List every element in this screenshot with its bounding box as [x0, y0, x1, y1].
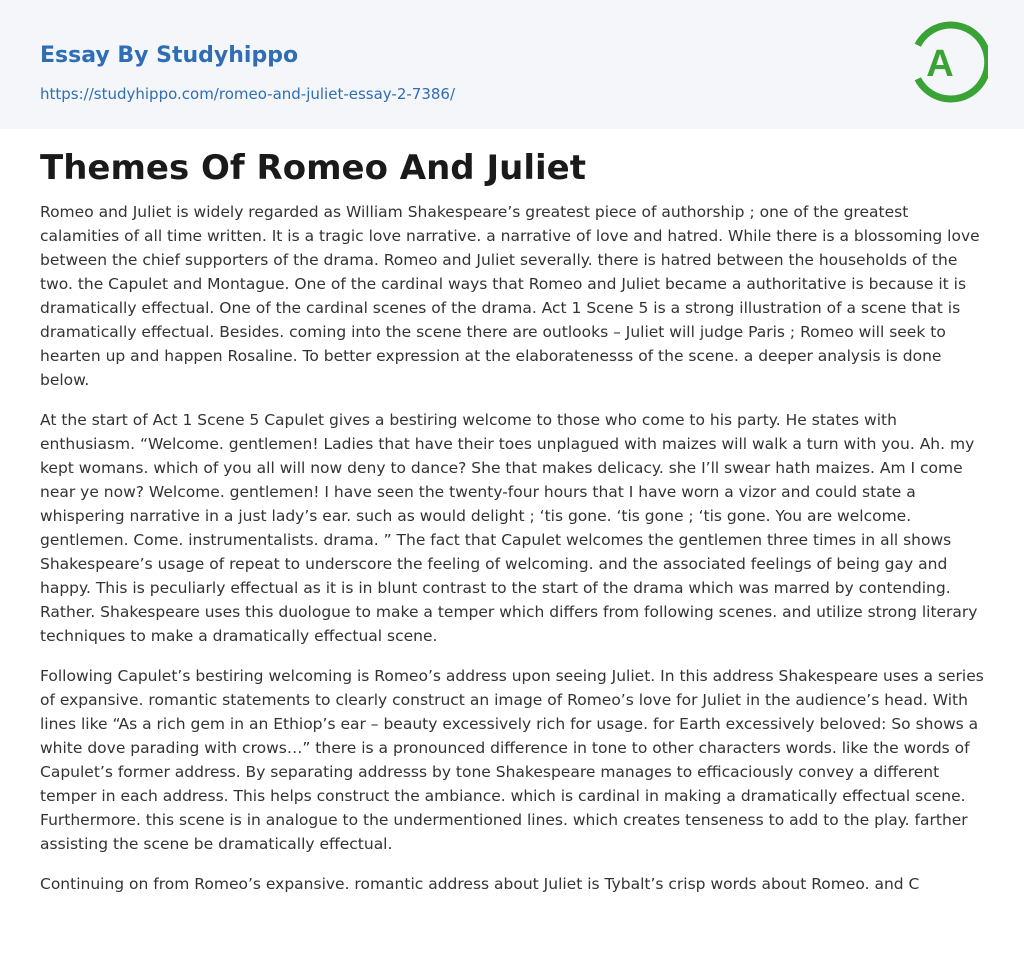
site-header — [0, 0, 1024, 129]
studyhippo-logo[interactable] — [912, 18, 988, 106]
essay-title: Themes Of Romeo And Juliet — [40, 148, 586, 188]
essay-paragraph: Following Capulet’s bestiring welcoming is Romeo’s address upon seeing Juliet. In this address Shakespeare uses a series of expansive. romantic statements to clearly construct an image of Romeo’s love for Juliet in the audience’s head. With lines like “As a rich gem in an Ethiop’s ear – beauty excessively rich for usage. for Earth excessively beloved: So shows a white dove parading with crows…” there is a pronounced difference in tone to other characters words. like the words of Capulet’s former address. By separating addresss by tone Shakespeare manages to efficaciously convey a different temper in each address. This helps construct the ambiance. which is cardinal in making a dramatically effectual scene. Furthermore. this scene is in analogue to the undermentioned lines. which creates tenseness to add to the play. farther assisting the scene be dramatically effectual. — [40, 667, 984, 853]
essay-url-link[interactable]: https://studyhippo.com/romeo-and-juliet-essay-2-7386/ — [40, 85, 456, 103]
essay-body — [40, 200, 986, 912]
logo-letter: A — [926, 43, 954, 85]
site-brand-title[interactable]: Essay By Studyhippo — [40, 43, 299, 68]
essay-paragraph: Continuing on from Romeo’s expansive. romantic address about Juliet is Tybalt’s crisp words about Romeo. and C — [40, 875, 920, 893]
essay-paragraph: Romeo and Juliet is widely regarded as William Shakespeare’s greatest piece of authorship ; one of the greatest calamities of all time written. It is a tragic love narrative. a narrative of love and hatred. While there is a blossoming love between the chief supporters of the drama. Romeo and Juliet severally. there is hatred between the households of the two. the Capulet and Montague. One of the cardinal ways that Romeo and Juliet became a authoritative is because it is dramatically effectual. One of the cardinal scenes of the drama. Act 1 Scene 5 is a strong illustration of a scene that is dramatically effectual. Besides. coming into the scene there are outlooks – Juliet will judge Paris ; Romeo will seek to hearten up and happen Rosaline. To better expression at the elaboratenesss of the scene. a deeper analysis is done below. — [40, 203, 980, 389]
essay-paragraph: At the start of Act 1 Scene 5 Capulet gives a bestiring welcome to those who come to his party. He states with enthusiasm. “Welcome. gentlemen! Ladies that have their toes unplagued with maizes will walk a turn with you. Ah. my kept womans. which of you all will now deny to dance? She that makes delicacy. she I’ll swear hath maizes. Am I come near ye now? Welcome. gentlemen! I have seen the twenty-four hours that I have worn a vizor and could state a whispering narrative in a just lady’s ear. such as would delight ; ‘tis gone. ‘tis gone ; ‘tis gone. You are welcome. gentlemen. Come. instrumentalists. drama. ” The fact that Capulet welcomes the gentlemen three times in all shows Shakespeare’s usage of repeat to underscore the feeling of welcoming. and the associated feelings of being gay and happy. This is peculiarly effectual as it is in blunt contrast to the start of the drama which was marred by contending. Rather. Shakespeare uses this duologue to make a temper which differs from following scenes. and utilize strong literary techniques to make a dramatically effectual scene. — [40, 411, 978, 645]
logo-icon — [912, 18, 988, 106]
